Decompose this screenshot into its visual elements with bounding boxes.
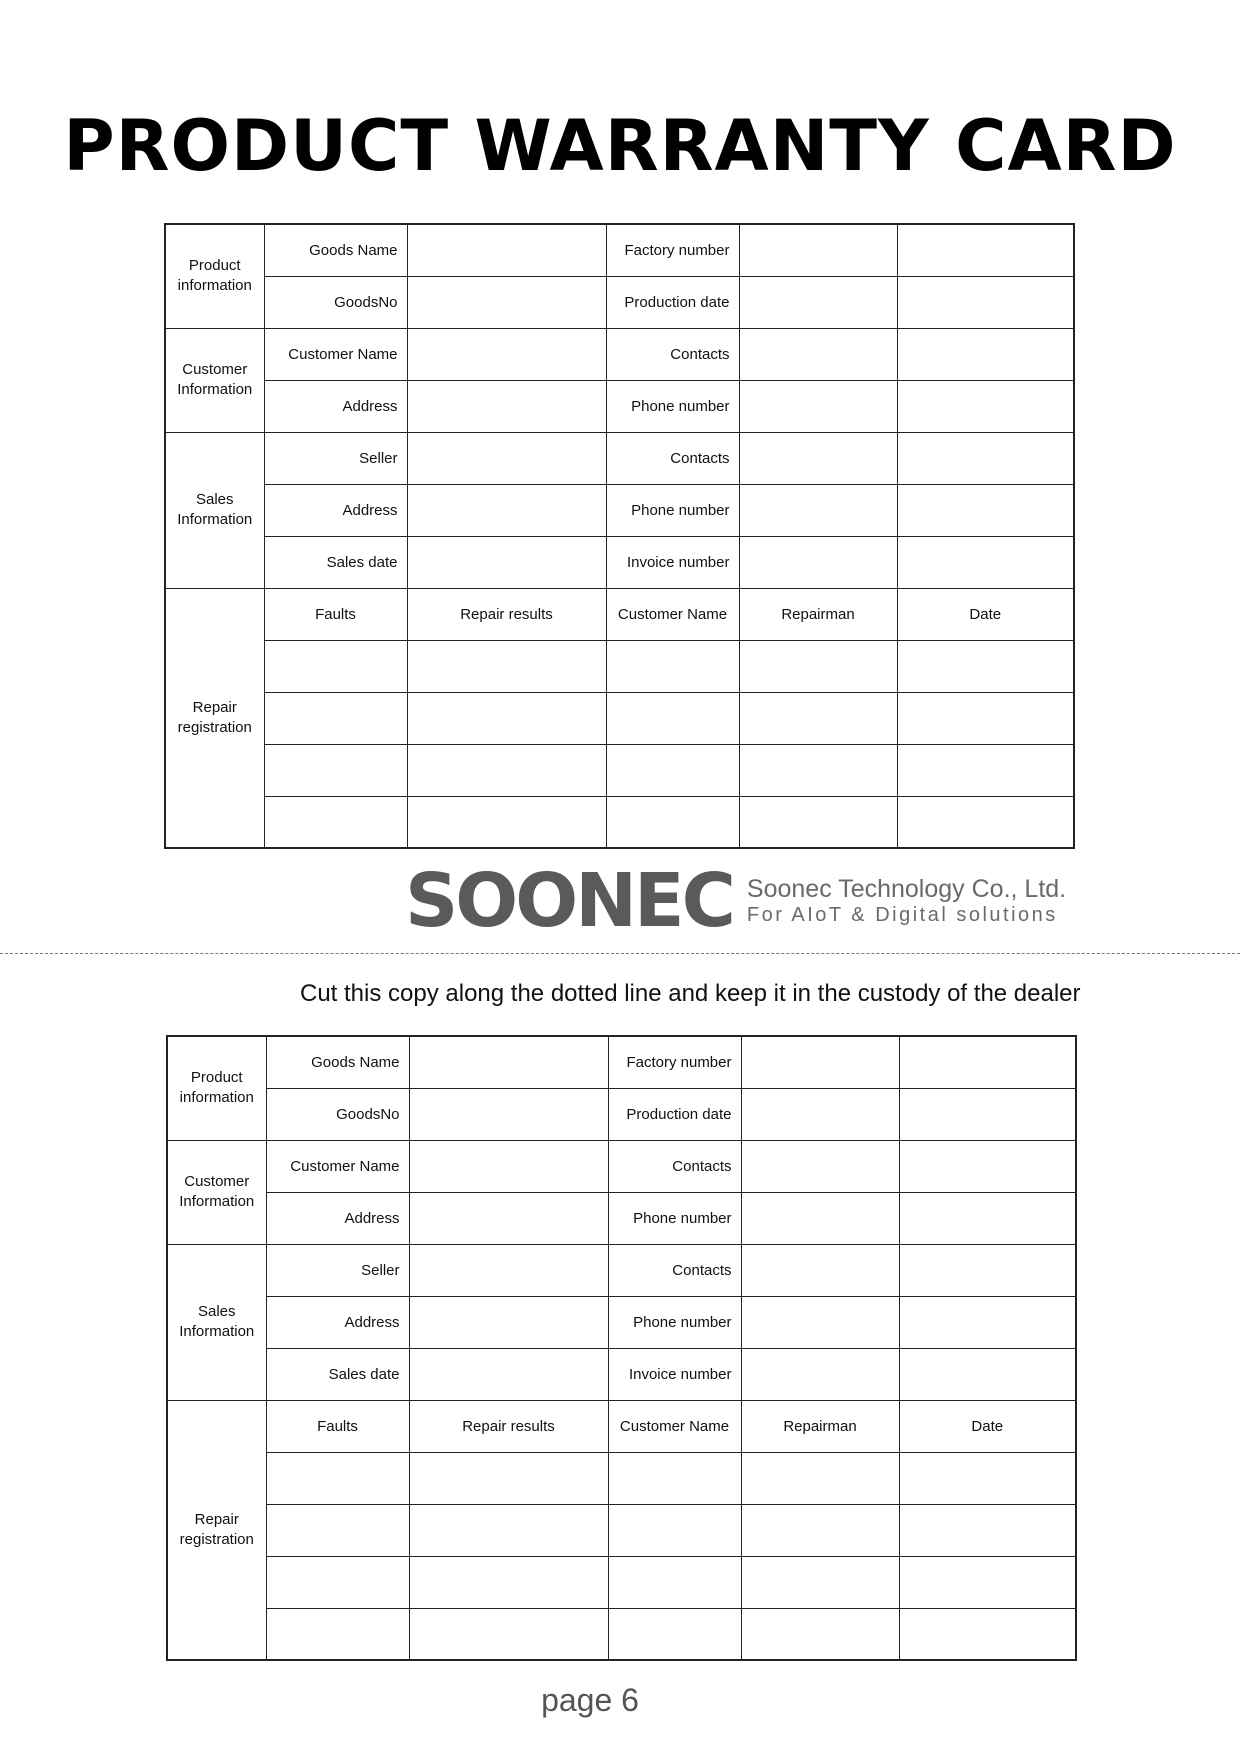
field-customer-contacts bbox=[741, 1140, 899, 1192]
field-production-date bbox=[739, 276, 897, 328]
repair-cell bbox=[407, 796, 606, 848]
repair-row bbox=[167, 1504, 1076, 1556]
field-customer-address bbox=[407, 380, 606, 432]
label-goods-no: GoodsNo bbox=[264, 276, 407, 328]
repair-cell bbox=[264, 744, 407, 796]
repair-cell bbox=[407, 744, 606, 796]
label-goods-name: Goods Name bbox=[264, 224, 407, 276]
field-customer-contacts bbox=[739, 328, 897, 380]
field-factory-number-extra bbox=[899, 1036, 1076, 1088]
field-customer-name bbox=[409, 1140, 608, 1192]
repair-header-repairman: Repairman bbox=[741, 1400, 899, 1452]
repair-header-repair-results: Repair results bbox=[407, 588, 606, 640]
label-customer-contacts: Contacts bbox=[608, 1140, 741, 1192]
page-number: page 6 bbox=[541, 1682, 639, 1718]
field-seller-phone-extra bbox=[899, 1296, 1076, 1348]
repair-cell bbox=[899, 1504, 1076, 1556]
repair-cell bbox=[897, 796, 1074, 848]
cut-instruction: Cut this copy along the dotted line and keep it in the custody of the dealer bbox=[300, 980, 1081, 1007]
field-production-date-extra bbox=[897, 276, 1074, 328]
label-customer-phone: Phone number bbox=[608, 1192, 741, 1244]
field-seller-contacts-extra bbox=[897, 432, 1074, 484]
group-product-information: Product information bbox=[167, 1036, 266, 1140]
field-factory-number bbox=[741, 1036, 899, 1088]
repair-cell bbox=[409, 1608, 608, 1660]
repair-cell bbox=[266, 1608, 409, 1660]
label-factory-number: Factory number bbox=[606, 224, 739, 276]
repair-cell bbox=[608, 1504, 741, 1556]
label-customer-address: Address bbox=[266, 1192, 409, 1244]
repair-cell bbox=[897, 744, 1074, 796]
field-factory-number bbox=[739, 224, 897, 276]
repair-row bbox=[165, 796, 1074, 848]
label-seller: Seller bbox=[266, 1244, 409, 1296]
repair-cell bbox=[266, 1504, 409, 1556]
field-goods-name bbox=[409, 1036, 608, 1088]
field-customer-phone bbox=[739, 380, 897, 432]
group-repair-registration: Repair registration bbox=[165, 588, 264, 848]
repair-cell bbox=[266, 1452, 409, 1504]
repair-header-repair-results: Repair results bbox=[409, 1400, 608, 1452]
field-seller-contacts bbox=[739, 432, 897, 484]
field-invoice-number bbox=[739, 536, 897, 588]
repair-row bbox=[167, 1556, 1076, 1608]
field-customer-phone bbox=[741, 1192, 899, 1244]
field-seller bbox=[409, 1244, 608, 1296]
warranty-table-dealer-copy bbox=[166, 1035, 1077, 1661]
field-factory-number-extra bbox=[897, 224, 1074, 276]
repair-header-customer-name: Customer Name bbox=[608, 1400, 741, 1452]
repair-cell bbox=[409, 1452, 608, 1504]
repair-cell bbox=[264, 692, 407, 744]
warranty-table-customer-copy bbox=[164, 223, 1075, 849]
label-seller-contacts: Contacts bbox=[608, 1244, 741, 1296]
repair-cell bbox=[899, 1556, 1076, 1608]
label-customer-name: Customer Name bbox=[266, 1140, 409, 1192]
label-customer-contacts: Contacts bbox=[606, 328, 739, 380]
label-goods-name: Goods Name bbox=[266, 1036, 409, 1088]
label-seller-address: Address bbox=[264, 484, 407, 536]
repair-cell bbox=[741, 1608, 899, 1660]
group-sales-information: Sales Information bbox=[167, 1244, 266, 1400]
repair-cell bbox=[897, 692, 1074, 744]
dotted-cut-line bbox=[0, 953, 1240, 954]
label-seller-phone: Phone number bbox=[606, 484, 739, 536]
field-seller-phone bbox=[741, 1296, 899, 1348]
repair-cell bbox=[899, 1452, 1076, 1504]
repair-cell bbox=[606, 796, 739, 848]
field-seller-phone-extra bbox=[897, 484, 1074, 536]
repair-row bbox=[165, 744, 1074, 796]
label-goods-no: GoodsNo bbox=[266, 1088, 409, 1140]
field-seller bbox=[407, 432, 606, 484]
field-customer-phone-extra bbox=[897, 380, 1074, 432]
repair-cell bbox=[409, 1556, 608, 1608]
field-customer-contacts-extra bbox=[899, 1140, 1076, 1192]
repair-header-faults: Faults bbox=[264, 588, 407, 640]
repair-header-faults: Faults bbox=[266, 1400, 409, 1452]
repair-row bbox=[165, 692, 1074, 744]
company-logo bbox=[405, 858, 1067, 944]
repair-cell bbox=[608, 1556, 741, 1608]
field-seller-address bbox=[407, 484, 606, 536]
label-customer-name: Customer Name bbox=[264, 328, 407, 380]
logo-text-block bbox=[747, 875, 1066, 927]
repair-cell bbox=[899, 1608, 1076, 1660]
repair-cell bbox=[741, 1452, 899, 1504]
repair-cell bbox=[608, 1452, 741, 1504]
field-invoice-number bbox=[741, 1348, 899, 1400]
field-goods-no bbox=[409, 1088, 608, 1140]
repair-cell bbox=[264, 640, 407, 692]
label-invoice-number: Invoice number bbox=[608, 1348, 741, 1400]
label-production-date: Production date bbox=[608, 1088, 741, 1140]
field-customer-phone-extra bbox=[899, 1192, 1076, 1244]
group-customer-information: Customer Information bbox=[165, 328, 264, 432]
company-tagline: For AIoT & Digital solutions bbox=[746, 904, 1058, 926]
repair-header-repairman: Repairman bbox=[739, 588, 897, 640]
repair-row bbox=[165, 640, 1074, 692]
label-seller: Seller bbox=[264, 432, 407, 484]
field-customer-contacts-extra bbox=[897, 328, 1074, 380]
repair-cell bbox=[739, 640, 897, 692]
repair-cell bbox=[606, 640, 739, 692]
label-seller-address: Address bbox=[266, 1296, 409, 1348]
field-seller-address bbox=[409, 1296, 608, 1348]
label-customer-address: Address bbox=[264, 380, 407, 432]
field-goods-name bbox=[407, 224, 606, 276]
repair-cell bbox=[606, 692, 739, 744]
page-title: PRODUCT WARRANTY CARD bbox=[63, 105, 1177, 187]
label-seller-phone: Phone number bbox=[608, 1296, 741, 1348]
repair-row bbox=[167, 1452, 1076, 1504]
field-seller-contacts bbox=[741, 1244, 899, 1296]
repair-cell bbox=[741, 1556, 899, 1608]
field-sales-date bbox=[409, 1348, 608, 1400]
field-invoice-number-extra bbox=[899, 1348, 1076, 1400]
label-invoice-number: Invoice number bbox=[606, 536, 739, 588]
repair-cell bbox=[407, 692, 606, 744]
repair-header-customer-name: Customer Name bbox=[606, 588, 739, 640]
repair-cell bbox=[608, 1608, 741, 1660]
repair-cell bbox=[264, 796, 407, 848]
repair-header-date: Date bbox=[897, 588, 1074, 640]
logo-wordmark: SOONEC bbox=[405, 858, 733, 944]
field-production-date-extra bbox=[899, 1088, 1076, 1140]
group-repair-registration: Repair registration bbox=[167, 1400, 266, 1660]
repair-cell bbox=[739, 744, 897, 796]
label-factory-number: Factory number bbox=[608, 1036, 741, 1088]
repair-cell bbox=[897, 640, 1074, 692]
label-sales-date: Sales date bbox=[264, 536, 407, 588]
repair-cell bbox=[739, 692, 897, 744]
field-production-date bbox=[741, 1088, 899, 1140]
label-production-date: Production date bbox=[606, 276, 739, 328]
field-sales-date bbox=[407, 536, 606, 588]
repair-cell bbox=[739, 796, 897, 848]
label-sales-date: Sales date bbox=[266, 1348, 409, 1400]
field-invoice-number-extra bbox=[897, 536, 1074, 588]
group-product-information: Product information bbox=[165, 224, 264, 328]
group-customer-information: Customer Information bbox=[167, 1140, 266, 1244]
field-customer-name bbox=[407, 328, 606, 380]
repair-cell bbox=[606, 744, 739, 796]
repair-cell bbox=[407, 640, 606, 692]
repair-header-date: Date bbox=[899, 1400, 1076, 1452]
field-goods-no bbox=[407, 276, 606, 328]
field-customer-address bbox=[409, 1192, 608, 1244]
repair-cell bbox=[741, 1504, 899, 1556]
field-seller-phone bbox=[739, 484, 897, 536]
repair-row bbox=[167, 1608, 1076, 1660]
label-seller-contacts: Contacts bbox=[606, 432, 739, 484]
company-name: Soonec Technology Co., Ltd. bbox=[746, 875, 1067, 903]
label-customer-phone: Phone number bbox=[606, 380, 739, 432]
repair-cell bbox=[266, 1556, 409, 1608]
field-seller-contacts-extra bbox=[899, 1244, 1076, 1296]
group-sales-information: Sales Information bbox=[165, 432, 264, 588]
repair-cell bbox=[409, 1504, 608, 1556]
